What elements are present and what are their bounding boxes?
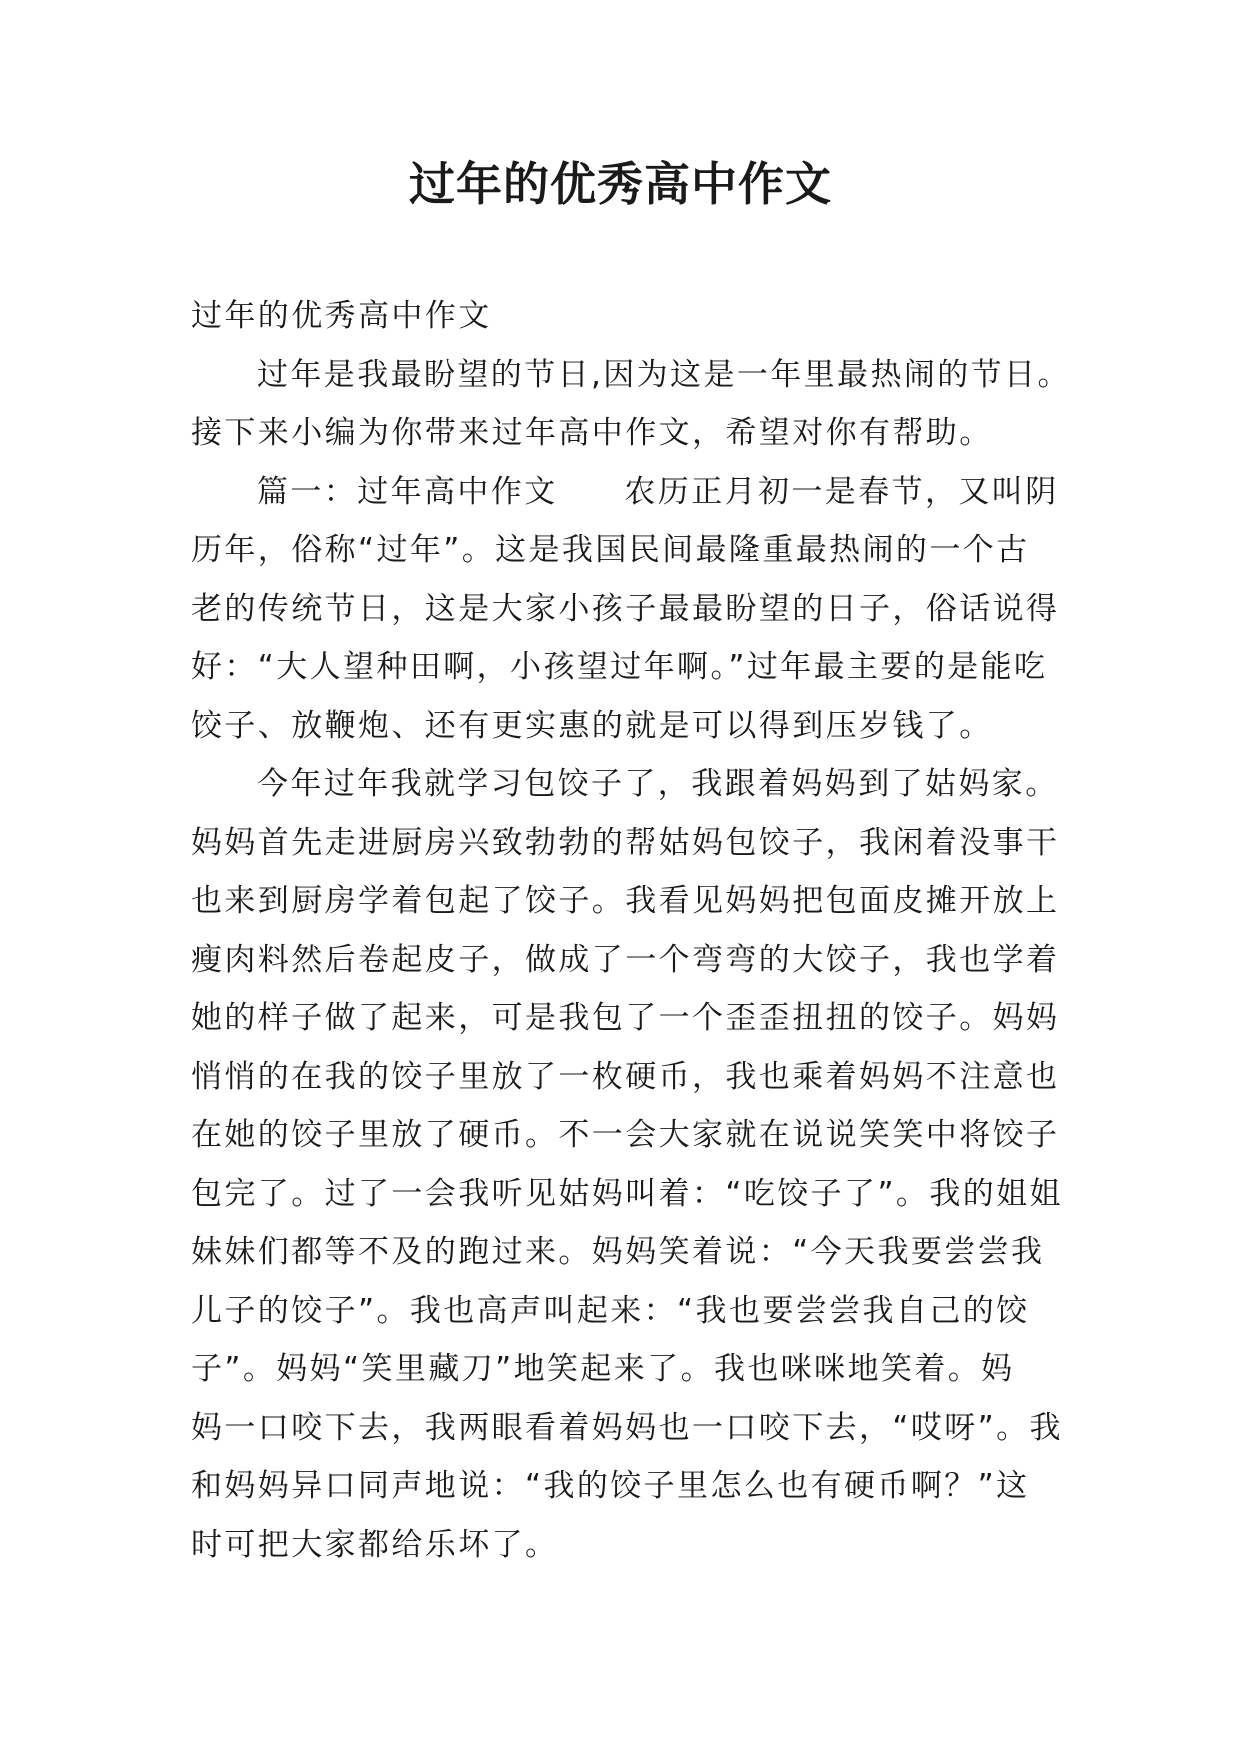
subtitle-line: 过年的优秀高中作文: [191, 298, 492, 334]
paragraph-line: 妹妹们都等不及的跑过来。妈妈笑着说：“今天我要尝尝我: [191, 1234, 1045, 1270]
paragraph-line: 瘦肉料然后卷起皮子，做成了一个弯弯的大饺子，我也学着: [191, 941, 1060, 978]
paragraph-line: 老的传统节日，这是大家小孩子最最盼望的日子，俗话说得: [191, 590, 1060, 627]
paragraph-line: 儿子的饺子”。我也高声叫起来：“我也要尝尝我自己的饺: [191, 1292, 1030, 1329]
paragraph-line: 饺子、放鞭炮、还有更实惠的就是可以得到压岁钱了。: [191, 707, 993, 744]
paragraph-line: 篇一：过年高中作文 农历正月初一是春节，又叫阴: [257, 473, 1059, 510]
paragraph-line: 悄悄的在我的饺子里放了一枚硬币，我也乘着妈妈不注意也: [191, 1058, 1060, 1095]
paragraph-line: 接下来小编为你带来过年高中作文，希望对你有帮助。: [191, 415, 993, 451]
paragraph-line: 今年过年我就学习包饺子了，我跟着妈妈到了姑妈家。: [257, 766, 1059, 802]
paragraph-line: 在她的饺子里放了硬币。不一会大家就在说说笑笑中将饺子: [191, 1117, 1060, 1153]
paragraph-line: 妈一口咬下去，我两眼看着妈妈也一口咬下去，“哎呀”。我: [191, 1409, 1063, 1446]
paragraph-line: 她的样子做了起来，可是我包了一个歪歪扭扭的饺子。妈妈: [191, 1000, 1060, 1036]
paragraph-line: 和妈妈异口同声地说：“我的饺子里怎么也有硬币啊？”这: [191, 1468, 1030, 1504]
paragraph-line: 包完了。过了一会我听见姑妈叫着：“吃饺子了”。我的姐姐: [191, 1175, 1063, 1212]
paragraph-line: 过年是我最盼望的节日,因为这是一年里最热闹的节日。: [257, 356, 1071, 393]
paragraph-line: 时可把大家都给乐坏了。: [191, 1526, 559, 1563]
paragraph-line: 子”。妈妈“笑里藏刀”地笑起来了。我也咪咪地笑着。妈: [191, 1351, 1015, 1387]
document-title: 过年的优秀高中作文: [409, 157, 832, 211]
paragraph-line: 历年，俗称“过年”。这是我国民间最隆重最热闹的一个古: [191, 532, 1030, 568]
paragraph-line: 好：“大人望种田啊，小孩望过年啊。”过年最主要的是能吃: [191, 649, 1048, 685]
paragraph-line: 妈妈首先走进厨房兴致勃勃的帮姑妈包饺子，我闲着没事干: [191, 824, 1060, 861]
paragraph-line: 也来到厨房学着包起了饺子。我看见妈妈把包面皮摊开放上: [191, 883, 1060, 919]
document-body: [191, 287, 1071, 1574]
